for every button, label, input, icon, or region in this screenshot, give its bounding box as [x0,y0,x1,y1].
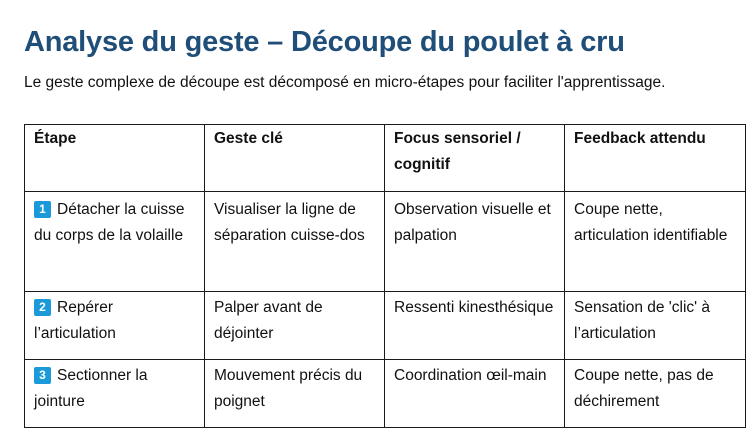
header-feedback: Feedback attendu [565,125,746,192]
intro-paragraph: Le geste complexe de découpe est décomposé en micro-étapes pour faciliter l'apprentissage. [24,73,666,91]
focus-cell: Coordination œil-main [385,360,565,428]
table-row [25,292,746,360]
table-row [25,192,746,292]
focus-cell: Ressenti kinesthésique [385,292,565,360]
header-step: Étape [25,125,205,192]
step-cell [25,292,205,360]
focus-cell: Observation visuelle et palpation [385,192,565,292]
steps-table [24,124,746,428]
feedback-cell: Coupe nette, pas de déchirement [565,360,746,428]
gesture-cell: Mouvement précis du poignet [205,360,385,428]
step-label: Détacher la cuisse du corps de la volaille [34,201,185,244]
feedback-cell: Sensation de 'clic' à l’articulation [565,292,746,360]
step-cell [25,192,205,292]
feedback-cell: Coupe nette, articulation identifiable [565,192,746,292]
gesture-cell: Palper avant de déjointer [205,292,385,360]
header-gesture: Geste clé [205,125,385,192]
number-3-icon: 3 [34,367,51,384]
table-header-row [25,125,746,192]
page-title: Analyse du geste – Découpe du poulet à cru [24,26,625,59]
step-cell [25,360,205,428]
table-row [25,360,746,428]
step-label: Repérer l’articulation [34,299,116,342]
header-focus: Focus sensoriel / cognitif [385,125,565,192]
gesture-cell: Visualiser la ligne de séparation cuisse-dos [205,192,385,292]
number-1-icon: 1 [34,201,51,218]
number-2-icon: 2 [34,299,51,316]
step-label: Sectionner la jointure [34,367,148,410]
